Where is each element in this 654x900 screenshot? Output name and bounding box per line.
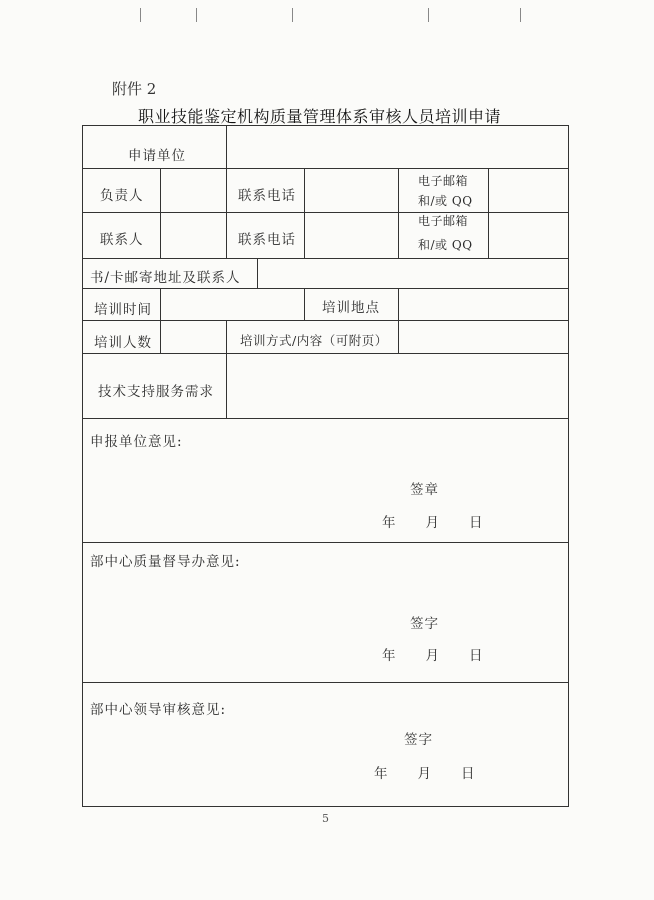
signature-label: 签字 — [404, 732, 433, 748]
training-location-field[interactable] — [399, 289, 568, 319]
label-training-location: 培训地点 — [322, 300, 380, 316]
row-divider — [82, 418, 569, 419]
scan-mark — [140, 8, 141, 22]
date-line: 年 月 日 — [374, 766, 476, 782]
contact-phone-field[interactable] — [305, 213, 397, 257]
form-title: 职业技能鉴定机构质量管理体系审核人员培训申请 — [138, 107, 502, 126]
email-qq-field[interactable] — [489, 169, 568, 211]
scan-mark — [520, 8, 521, 22]
label-training-method: 培训方式/内容（可附页） — [240, 333, 388, 348]
label-qq: 和/或 QQ — [418, 238, 473, 252]
col-divider — [304, 288, 305, 320]
leader-opinion-area[interactable] — [83, 718, 568, 804]
date-line: 年 月 日 — [382, 515, 484, 531]
date-line: 年 月 日 — [382, 648, 484, 664]
label-trainee-count: 培训人数 — [94, 335, 152, 351]
label-quality-office-opinion: 部中心质量督导办意见: — [90, 554, 241, 570]
mail-address-field[interactable] — [258, 259, 568, 287]
signature-label: 签字 — [410, 616, 439, 632]
label-qq: 和/或 QQ — [418, 194, 473, 208]
tech-support-field[interactable] — [227, 354, 568, 417]
label-email: 电子邮箱 — [418, 214, 469, 228]
quality-office-opinion-area[interactable] — [83, 570, 568, 680]
email-qq-field[interactable] — [489, 213, 568, 257]
label-contact-phone: 联系电话 — [238, 232, 296, 248]
applicant-opinion-area[interactable] — [83, 450, 568, 540]
col-divider — [226, 320, 227, 353]
label-person-in-charge: 负责人 — [100, 188, 144, 204]
scan-mark — [292, 8, 293, 22]
label-contact-person: 联系人 — [100, 232, 144, 248]
col-divider — [398, 168, 399, 258]
trainee-count-field[interactable] — [161, 321, 225, 352]
col-divider — [226, 168, 227, 258]
training-method-field[interactable] — [399, 321, 568, 352]
applicant-unit-field[interactable] — [227, 126, 568, 167]
label-tech-support: 技术支持服务需求 — [98, 384, 214, 400]
contact-person-field[interactable] — [161, 213, 225, 257]
annex-label: 附件 2 — [112, 80, 157, 98]
contact-phone-field[interactable] — [305, 169, 397, 211]
label-applicant-opinion: 申报单位意见: — [90, 434, 183, 450]
label-leader-opinion: 部中心领导审核意见: — [90, 702, 227, 718]
training-time-field[interactable] — [161, 289, 303, 319]
row-divider — [82, 682, 569, 683]
row-divider — [82, 542, 569, 543]
page-number: 5 — [322, 812, 329, 825]
seal-label: 签章 — [410, 482, 439, 498]
label-mail-address: 书/卡邮寄地址及联系人 — [90, 270, 241, 286]
label-applicant-unit: 申请单位 — [128, 148, 186, 164]
label-contact-phone: 联系电话 — [238, 188, 296, 204]
scan-mark — [428, 8, 429, 22]
person-in-charge-field[interactable] — [161, 169, 225, 211]
scan-mark — [196, 8, 197, 22]
label-email: 电子邮箱 — [418, 174, 469, 188]
label-training-time: 培训时间 — [94, 302, 152, 318]
